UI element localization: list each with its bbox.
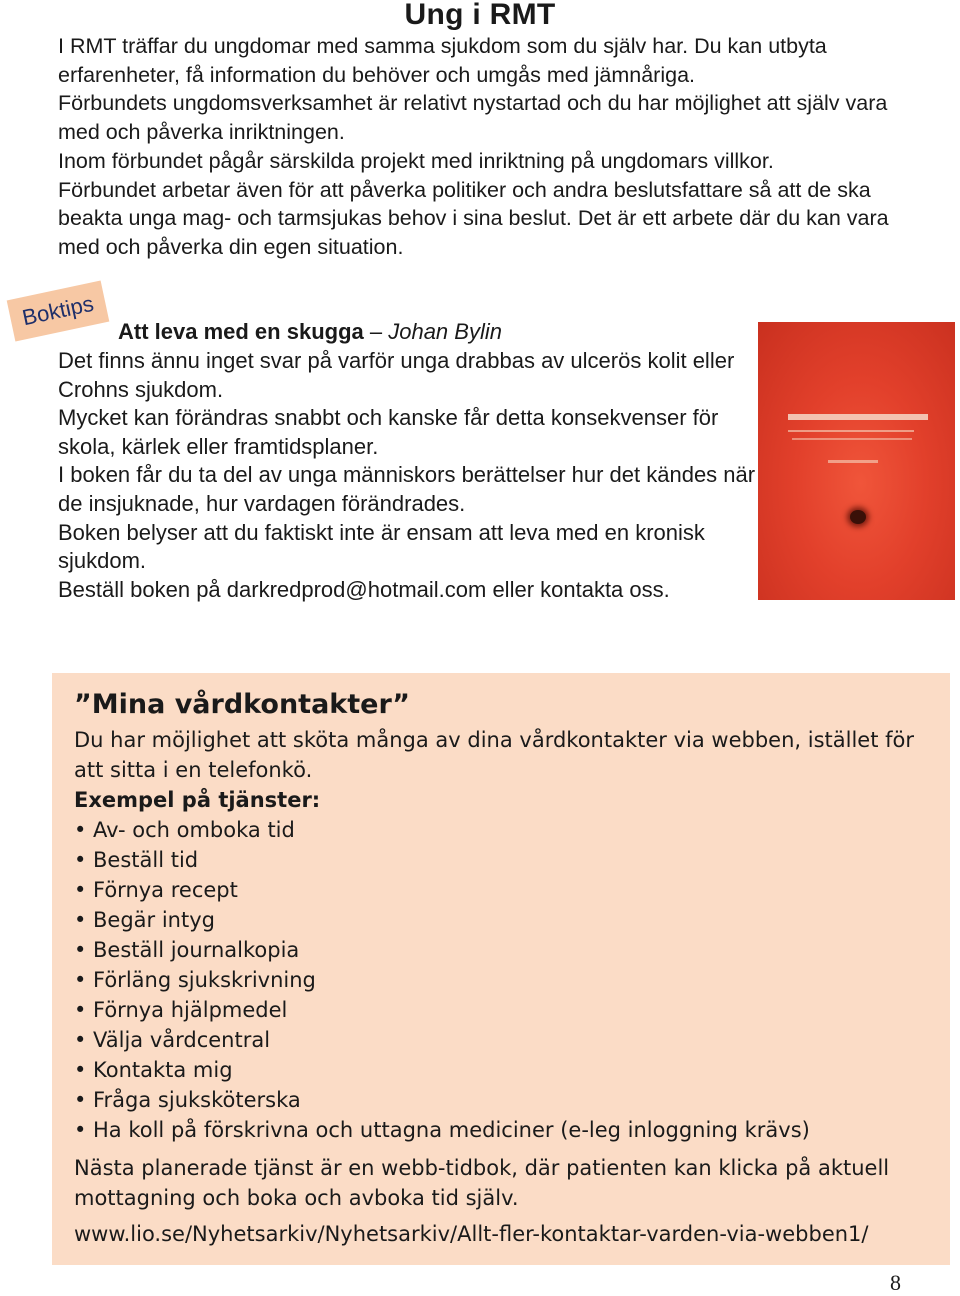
ung-paragraph: Inom förbundet pågår särskilda projekt med inriktning på ungdomars villkor. bbox=[58, 148, 774, 173]
service-item: • Ha koll på förskrivna och uttagna mediciner (e-leg inloggning krävs) bbox=[74, 1115, 944, 1145]
service-item: • Beställ tid bbox=[74, 845, 944, 875]
ung-paragraph: Förbundet arbetar även för att påverka politiker och andra beslutsfattare så att de ska beakta unga mag- och tarmsjukas behov i sina beslut. Det är ett arbete där du kan vara med och påverka din egen situation. bbox=[58, 177, 889, 259]
mina-vardkontakter-box bbox=[52, 673, 950, 1265]
book-author: Johan Bylin bbox=[388, 319, 502, 344]
cover-dark-spot bbox=[850, 510, 866, 524]
book-order-line: Beställ boken på darkredprod@hotmail.com eller kontakta oss. bbox=[58, 576, 670, 602]
book-heading bbox=[118, 317, 502, 347]
ung-paragraph: I RMT träffar du ungdomar med samma sjukdom som du själv har. Du kan utbyta erfarenheter, få information du behöver och umgås med jämnåriga. bbox=[58, 34, 827, 87]
cover-subtitle-mark bbox=[792, 438, 912, 440]
cover-author-mark bbox=[828, 460, 878, 463]
boktips-label: Boktips bbox=[7, 280, 110, 341]
book-title: Att leva med en skugga bbox=[118, 319, 364, 344]
ung-paragraph: Förbundets ungdomsverksamhet är relativt nystartad och du har möjlighet att själv vara med och påverka inriktningen. bbox=[58, 91, 888, 145]
service-item: • Förnya recept bbox=[74, 875, 944, 905]
service-item: • Förläng sjukskrivning bbox=[74, 965, 944, 995]
mina-vardkontakter-content bbox=[74, 685, 944, 1249]
page-number: 8 bbox=[890, 1270, 901, 1295]
book-description bbox=[58, 347, 758, 604]
section-title-ung-i-rmt: Ung i RMT bbox=[404, 0, 556, 31]
ung-i-rmt-body bbox=[58, 32, 918, 262]
cover-subtitle-mark bbox=[788, 430, 914, 432]
service-item: • Förnya hjälpmedel bbox=[74, 995, 944, 1025]
service-item: • Välja vårdcentral bbox=[74, 1025, 944, 1055]
book-paragraph: Boken belyser att du faktiskt inte är ensam att leva med en kronisk sjukdom. bbox=[58, 519, 705, 574]
service-item: • Beställ journalkopia bbox=[74, 935, 944, 965]
source-link[interactable]: www.lio.se/Nyhetsarkiv/Nyhetsarkiv/Allt-fler-kontaktar-varden-via-webben1/ bbox=[74, 1222, 869, 1246]
book-paragraph: Mycket kan förändras snabbt och kanske får detta konsekvenser för skola, kärlek eller framtidsplaner. bbox=[58, 405, 719, 459]
service-item: • Fråga sjuksköterska bbox=[74, 1085, 944, 1115]
next-service-text: Nästa planerade tjänst är en webb-tidbok, där patienten kan klicka på aktuell mottagning och boka och avboka tid själv. bbox=[74, 1156, 890, 1210]
service-item: • Kontakta mig bbox=[74, 1055, 944, 1085]
vardkontakter-title: ”Mina vårdkontakter” bbox=[74, 689, 411, 720]
title-author-dash: – bbox=[363, 319, 389, 344]
cover-title-mark bbox=[788, 414, 928, 420]
book-paragraph: Det finns ännu inget svar på varför unga drabbas av ulcerös kolit eller Crohns sjukdom. bbox=[58, 348, 735, 402]
book-cover-image bbox=[758, 322, 955, 600]
service-item: • Begär intyg bbox=[74, 905, 944, 935]
service-item: • Av- och omboka tid bbox=[74, 815, 944, 845]
examples-heading: Exempel på tjänster: bbox=[74, 788, 321, 812]
book-paragraph: I boken får du ta del av unga människors berättelser hur det kändes när de insjuknade, hur vardagen förändrades. bbox=[58, 462, 756, 516]
vardkontakter-intro: Du har möjlighet att sköta många av dina vårdkontakter via webben, istället för att sitta i en telefonkö. bbox=[74, 728, 914, 782]
service-list bbox=[74, 815, 944, 1145]
